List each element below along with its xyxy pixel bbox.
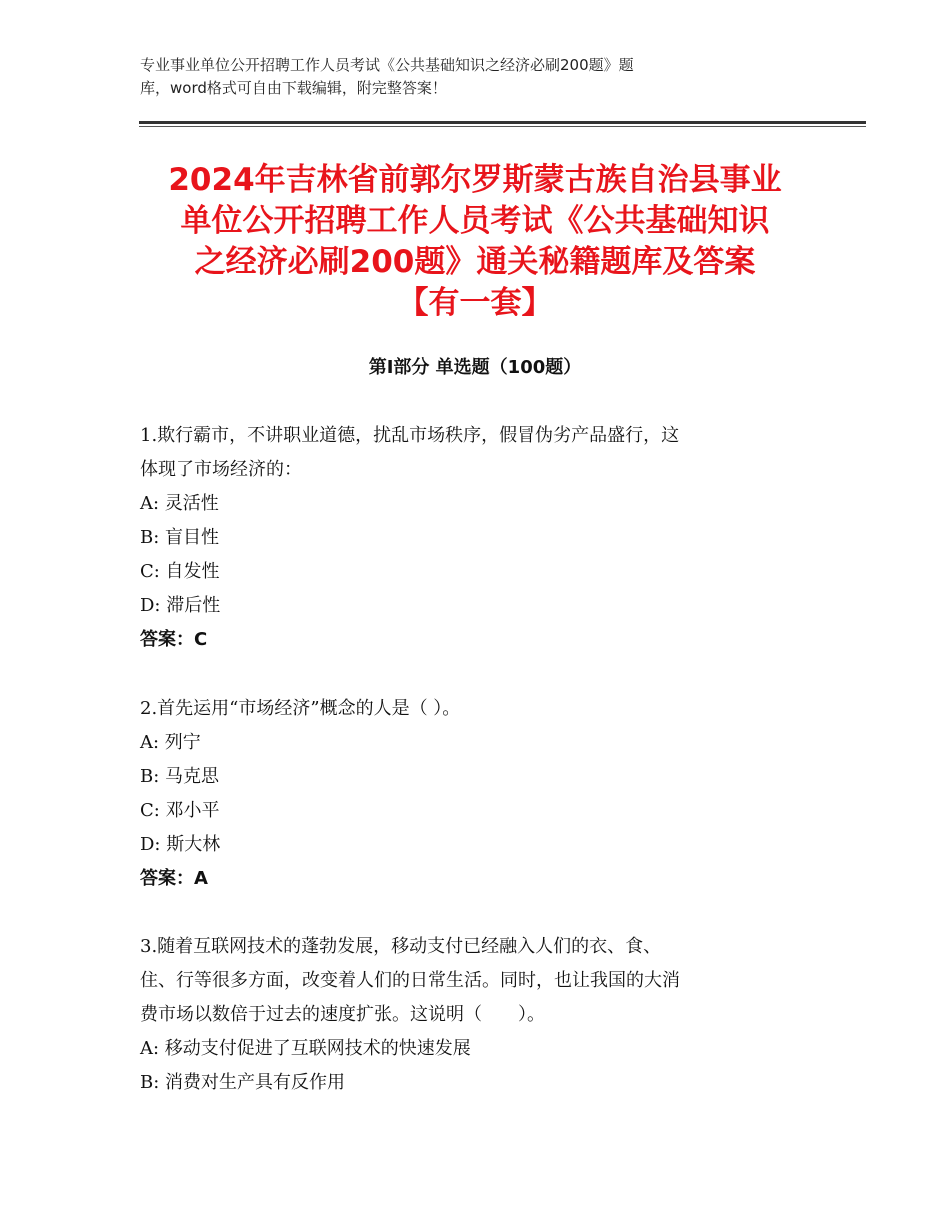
header-note-line: 专业事业单位公开招聘工作人员考试《公共基础知识之经济必刷200题》题 bbox=[140, 56, 634, 74]
title-line: 2024年吉林省前郭尔罗斯蒙古族自治县事业 bbox=[168, 162, 782, 198]
question-3 bbox=[140, 930, 820, 1100]
document-title bbox=[100, 160, 850, 324]
option-d: D: 滞后性 bbox=[140, 595, 221, 616]
option-b: B: 消费对生产具有反作用 bbox=[140, 1072, 346, 1093]
option-a: A: 灵活性 bbox=[140, 493, 219, 514]
question-1 bbox=[140, 419, 820, 657]
header-note bbox=[140, 54, 800, 100]
option-c: C: 邓小平 bbox=[140, 800, 220, 821]
question-stem: 2.首先运用“市场经济”概念的人是（ ）。 bbox=[140, 698, 461, 719]
option-d: D: 斯大林 bbox=[140, 834, 221, 855]
title-line: 之经济必刷200题》通关秘籍题库及答案 bbox=[194, 244, 756, 280]
title-line: 【有一套】 bbox=[397, 285, 553, 321]
header-note-line: 库，word格式可自由下载编辑，附完整答案！ bbox=[140, 79, 447, 97]
title-line: 单位公开招聘工作人员考试《公共基础知识 bbox=[180, 203, 770, 239]
question-stem: 1.欺行霸市，不讲职业道德，扰乱市场秩序，假冒伪劣产品盛行，这 bbox=[140, 425, 680, 446]
header-divider-thick bbox=[139, 121, 866, 124]
question-stem: 住、行等很多方面，改变着人们的日常生活。同时，也让我国的大消 bbox=[140, 970, 680, 991]
option-a: A: 列宁 bbox=[140, 732, 201, 753]
option-c: C: 自发性 bbox=[140, 561, 220, 582]
question-stem: 费市场以数倍于过去的速度扩张。这说明（ ）。 bbox=[140, 1004, 545, 1025]
option-b: B: 马克思 bbox=[140, 766, 220, 787]
question-stem: 3.随着互联网技术的蓬勃发展，移动支付已经融入人们的衣、食、 bbox=[140, 936, 662, 957]
header-divider-thin bbox=[139, 126, 866, 127]
answer-label: 答案：A bbox=[140, 868, 208, 889]
question-stem: 体现了市场经济的： bbox=[140, 459, 302, 480]
option-b: B: 盲目性 bbox=[140, 527, 220, 548]
answer-label: 答案：C bbox=[140, 629, 208, 650]
question-2 bbox=[140, 692, 820, 896]
section-heading: 第I部分 单选题（100题） bbox=[368, 357, 582, 378]
option-a: A: 移动支付促进了互联网技术的快速发展 bbox=[140, 1038, 471, 1059]
